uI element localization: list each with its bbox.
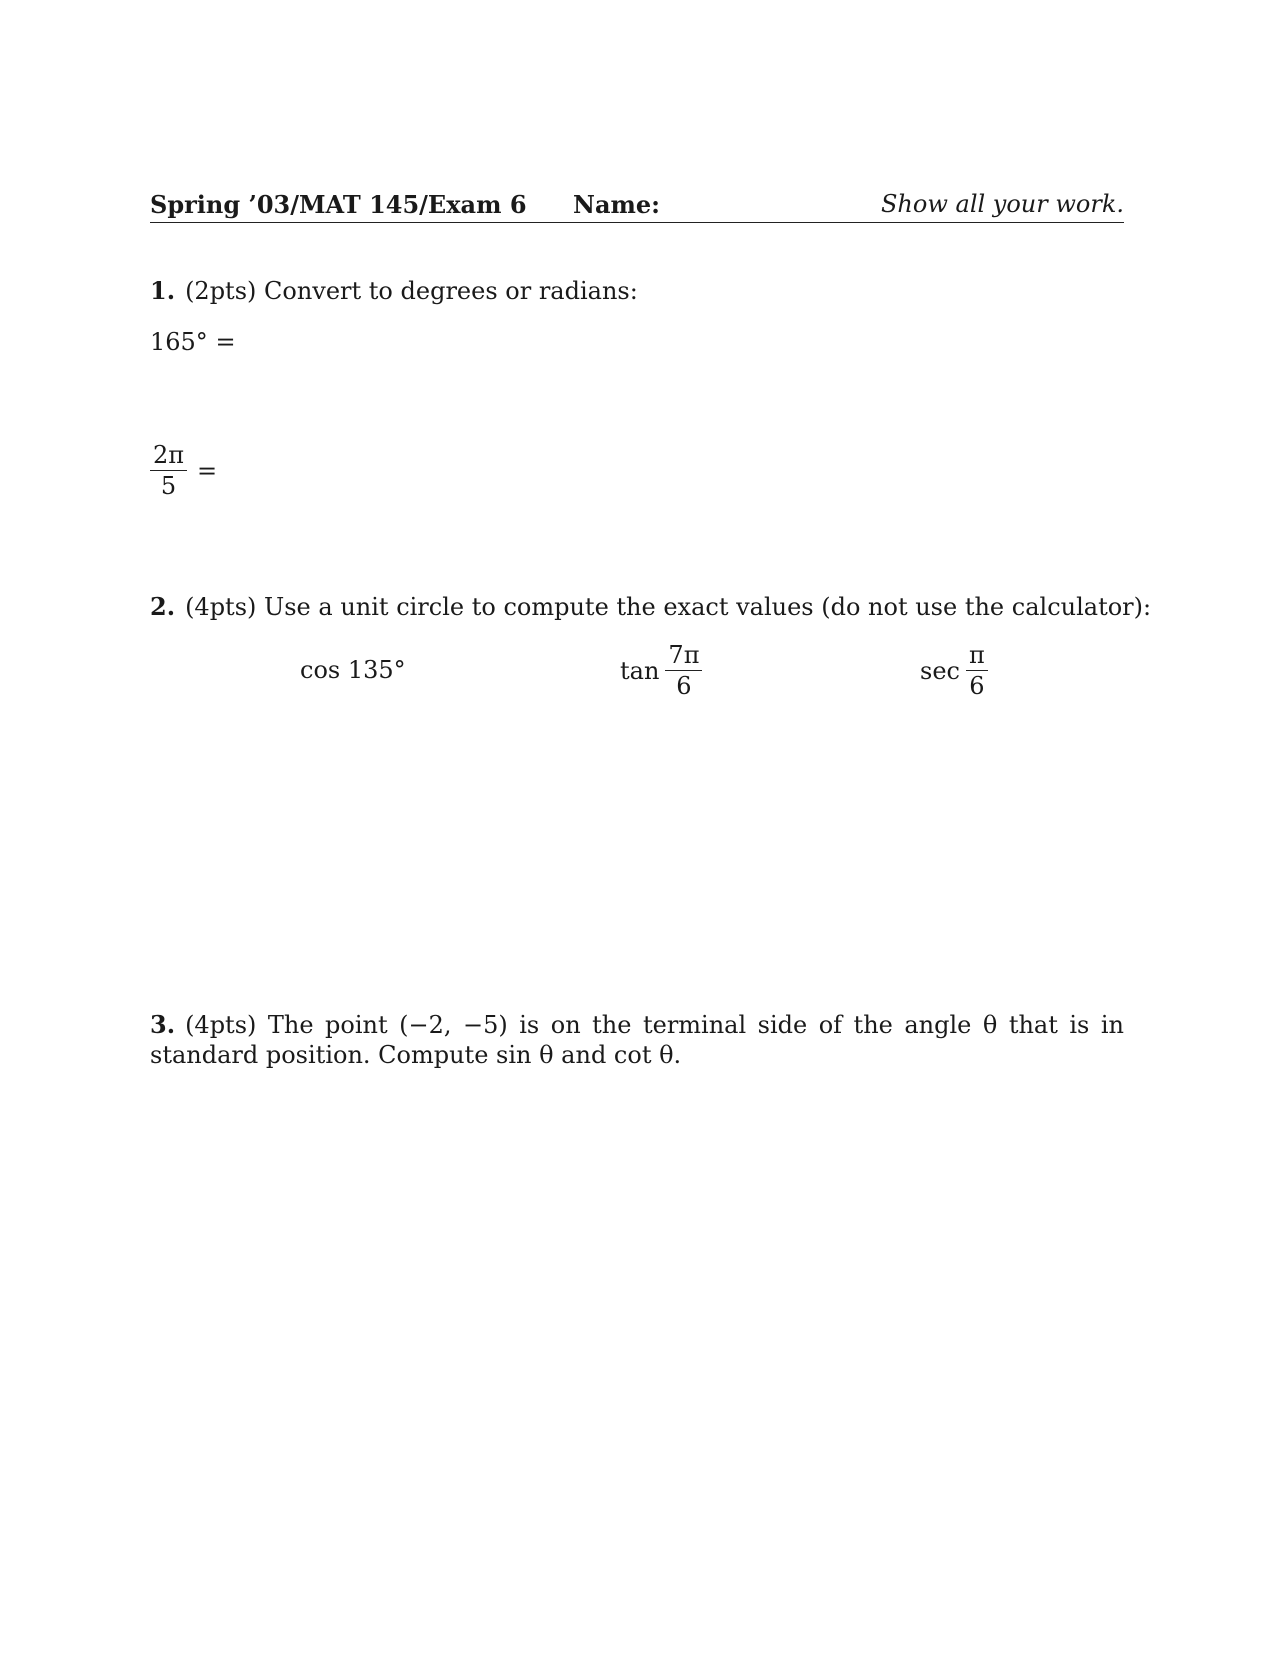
fraction-numerator: 2π xyxy=(150,440,187,471)
fraction-denominator: 5 xyxy=(160,472,177,500)
question-1-item-a: 165° = xyxy=(150,328,236,356)
question-2-prompt: (4pts) Use a unit circle to compute the exact values (do not use the calculator): xyxy=(185,593,1152,621)
exam-header xyxy=(150,188,1124,223)
course-title: Spring ’03/MAT 145/Exam 6 xyxy=(150,190,527,219)
question-1-prompt: (2pts) Convert to degrees or radians: xyxy=(185,277,638,305)
question-2 xyxy=(150,592,1151,621)
question-1-item-b xyxy=(148,440,217,501)
function-name: sec xyxy=(920,656,960,685)
equals-sign: = xyxy=(197,456,218,485)
question-2-item-a: cos 135° xyxy=(300,656,406,684)
fraction-denominator: 6 xyxy=(676,672,692,700)
function-name: tan xyxy=(620,656,660,685)
instruction-text: Show all your work. xyxy=(880,190,1124,218)
question-3-number: 3. xyxy=(150,1010,176,1039)
fraction-numerator: 7π xyxy=(665,640,702,671)
question-2-item-b xyxy=(620,640,704,701)
fraction-numerator: π xyxy=(966,640,988,671)
question-3-prompt: (4pts) The point (−2, −5) is on the terminal side of the angle θ that is in standard position. Compute sin θ and cot θ. xyxy=(150,1011,1124,1069)
question-1 xyxy=(150,276,638,305)
question-3 xyxy=(150,1010,1124,1070)
name-label: Name: xyxy=(573,190,661,219)
fraction-denominator: 6 xyxy=(969,672,985,700)
fraction xyxy=(665,640,702,701)
question-2-number: 2. xyxy=(150,592,176,621)
question-1-number: 1. xyxy=(150,276,176,305)
fraction xyxy=(150,440,187,501)
fraction xyxy=(966,640,988,701)
question-2-item-c xyxy=(920,640,990,701)
